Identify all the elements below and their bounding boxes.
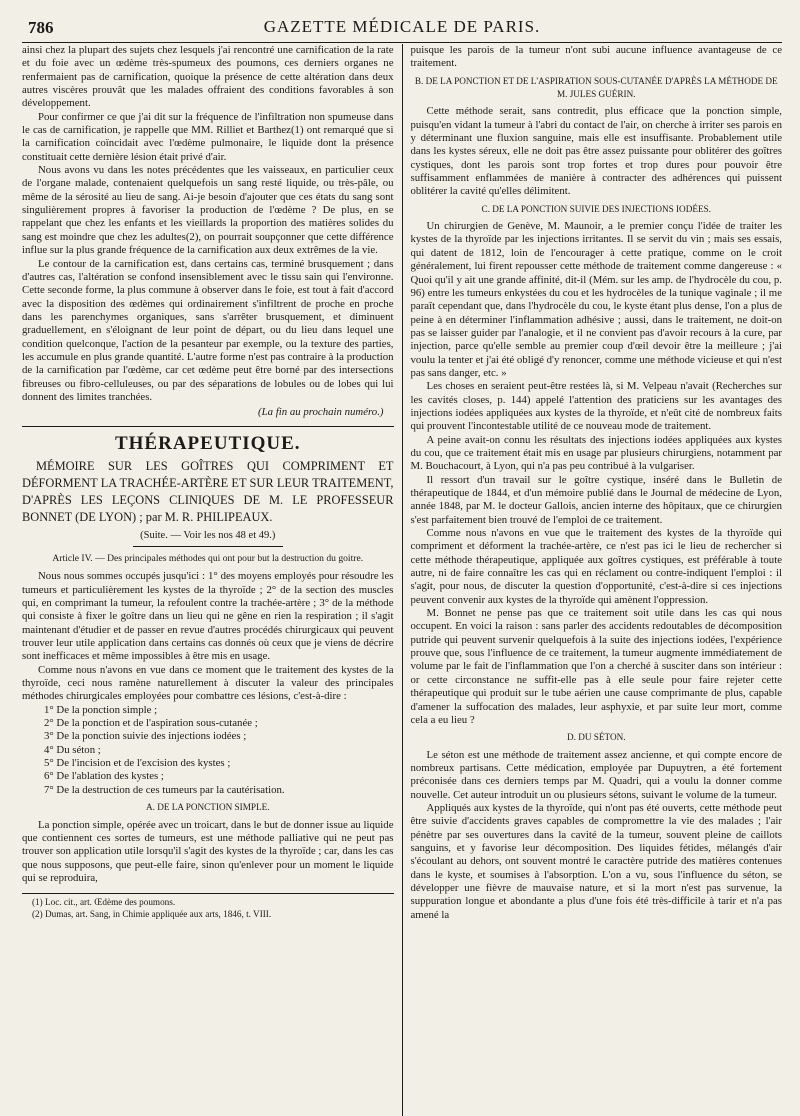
subsection-heading: C. DE LA PONCTION SUIVIE DES INJECTIONS IODÉES.	[481, 203, 711, 214]
list-item: 4° Du séton ;	[44, 743, 101, 756]
article-heading: Article IV. — Des principales méthodes qui ont pour but la destruction du goitre.	[52, 553, 364, 565]
memoir-title: MÉMOIRE SUR LES GOÎTRES QUI COMPRIMENT ET DÉFORMENT LA TRACHÉE-ARTÈRE ET SUR LEUR TRAITEMENT, D'APRÈS LES LEÇONS CLINIQUES DE M. LE PROFESSEUR BONNET (DE LYON) ; par M. R. PHILIPEAUX.	[22, 458, 394, 524]
paragraph: Appliqués aux kystes de la thyroïde, qui n'ont pas été ouverts, cette méthode peut être suivie d'accidents graves capables de compromettre la vie des malades ; l'air pénètre par ses ouvertures dans la cavité de la tumeur, souvent pleine de caillots sanguins, et y favorise leur décomposition. Des liquides fétides, mélangés d'air s'écoulant au dehors, ont souvent montré le caractère putride des matières contenues dans le kyste, et soumises à l'absorption. L'on a vu, sous l'influence du séton, se développer une fièvre de mauvaise nature, et si la mort n'est pas survenue, la suppuration longue et abondante a plus d'une fois été très-difficile à tarir et n'a pas amené la	[410, 801, 782, 921]
list-item: 2° De la ponction et de l'aspiration sous-cutanée ;	[44, 717, 258, 730]
paragraph: A peine avait-on connu les résultats des injections iodées appliquées aux kystes du cou, que ce traitement était mis en usage par plusieurs chirurgiens, notamment par M. Bouchacourt, à Lyon, qui n'a pas peu contribué à la vulgariser.	[410, 433, 782, 473]
right-column	[402, 44, 783, 1116]
paragraph: Nous avons vu dans les notes précédentes que les vaisseaux, en particulier ceux de l'organe malade, contenaient quelquefois un sang resté liquide, ou très-pâle, ou même de la sérosité au lieu de sang. Ai-je besoin d'ajouter que ces états du sang sont singulièrement propres à favoriser la production de l'œdème ? De plus, en se rappelant que chez les enfants et les vieillards la proportion des matières solides du sang est moindre que chez les adultes(2), on pourrait soupçonner que cette différence influe sur la plus grande fréquence de la carnification aux deux extrêmes de la vie.	[22, 164, 394, 257]
suite-note: (Suite. — Voir les nos 48 et 49.)	[140, 529, 276, 541]
list-item: 3° De la ponction suivie des injections iodées ;	[44, 730, 247, 743]
paragraph: Nous nous sommes occupés jusqu'ici : 1° des moyens employés pour résoudre les tumeurs et particulièrement les kystes de la thyroïde ; 2° de la section des muscles qui, en comprimant la tumeur, la refoulent contre la trachée-artère ; 3° de la méthode qui consiste à fixer le goître dans un lieu qui ne gêne en rien la respiration ; il s'agit maintenant d'étudier et de passer en revue d'autres procédés chirurgicaux qui peuvent trouver leur utile application dans certains cas donnés où ceux que je viens de décrire sont inefficaces et même impossibles à être mis en usage.	[22, 570, 394, 663]
left-column	[22, 44, 402, 1116]
section-title: THÉRAPEUTIQUE.	[114, 432, 301, 454]
short-divider	[133, 546, 283, 547]
paragraph: Comme nous n'avons en vue que le traitement des kystes de la thyroïde qui compriment et déforment la trachée-artère, ce n'est pas ici le lieu de rechercher si cette méthode thérapeutique, appliquée aux goîtres cystiques, est préférable à toute autre, ni de faire connaître les cas qui en réclament ou contre-indiquent l'emploi : il s'agit, pour nous, de discuter la question d'opportunité, c'est-à-dire si ces injections peuvent convenir aux kystes de la thyroïde qui amènent l'oppression.	[410, 527, 782, 606]
section-divider	[22, 426, 394, 427]
footnotes	[22, 893, 394, 920]
continuation-note: (La fin au prochain numéro.)	[258, 406, 384, 419]
subsection-heading: D. DU SÉTON.	[566, 732, 626, 743]
paragraph: Un chirurgien de Genève, M. Maunoir, a le premier conçu l'idée de traiter les kystes de la thyroïde par les injections irritantes. Il se servit du vin ; mais ses essais, qui datent de 1812, loin de l'encourager à cette pratique, comme on le croit généralement, lui firent repousser cette méthode de traitement comme dangereuse : « Quoi qu'il y ait une grande affinité, dit-il (Mém. sur les amp. de l'hydrocèle du cou, p. 96) entre les tumeurs enkystées du cou et les hydrocèles de la tunique vaginale ; il me paraît cependant que, dans l'hydrocèle du cou, le kyste étant plus dense, l'on a plus de peine à en déterminer l'inflammation adhésive ; aussi, dans le traitement, ne doit-on pas se laisser guider par l'analogie, et il ne convient pas d'avoir recours à la cure, par injection, parce qu'elle semble au premier coup d'œil devoir être la meilleure ; j'ai voulu la tenter et j'ai été obligé d'y renoncer, comme une méthode vicieuse et qui n'est pas sans danger, etc. »	[410, 220, 782, 379]
page-number: 786	[28, 18, 54, 37]
paragraph: M. Bonnet ne pense pas que ce traitement soit utile dans les cas qui nous occupent. En voici la raison : sans parler des accidents redoutables de décomposition putride qui peuvent survenir quelquefois à la suite des injections iodées, l'expérience prouve que, sous l'influence de ce traitement, la tumeur augmente immédiatement de volume par le fait de l'inflammation que l'on a cherché à susciter dans son intérieur : or cette circonstance ne suffit-elle pas à elle seule pour faire rejeter cette thérapeutique qui produit sur le tube aérien une cause comprimante de plus, capable d'amener la suffocation des malades, leur asphyxie, et par suite leur mort, comme cela a eu lieu ?	[410, 607, 782, 726]
text-columns	[22, 44, 782, 1116]
journal-title: GAZETTE MÉDICALE DE PARIS.	[263, 17, 541, 36]
paragraph: Comme nous n'avons en vue dans ce moment que le traitement des kystes de la thyroïde, ceci nous ramène naturellement à discuter la valeur des principales méthodes chirurgicales employées pour combattre ces lésions, c'est-à-dire :	[22, 663, 394, 703]
paragraph: Les choses en seraient peut-être restées là, si M. Velpeau n'avait (Recherches sur les cavités closes, p. 144) appelé l'attention des praticiens sur les avantages des injections iodées appliquées aux kystes de la thyroïde, et n'eût cité de nombreux faits qui prouvent l'incontestable utilité de ce nouveau mode de traitement.	[410, 380, 782, 433]
paragraph: La ponction simple, opérée avec un troicart, dans le but de donner issue au liquide que contiennent ces sortes de tumeurs, est une méthode palliative qui ne peut pas trouver son application utile lorsqu'il s'agit des kystes de la thyroïde ; car, dans les cas que nous supposons, que peut-elle faire, sinon qu'enlever pour un moment le liquide qui se reproduira,	[22, 818, 394, 884]
paragraph: ainsi chez la plupart des sujets chez lesquels j'ai rencontré une carnification de la rate et du foie avec un œdème très-spumeux des poumons, ces derniers organes ne renfermaient pas de carnification, quoique la présence de cette altération dans deux autres viscères prouvât que les malades offraient des conditions favorables à son développement.	[22, 44, 394, 110]
paragraph: puisque les parois de la tumeur n'ont subi aucune influence avantageuse de ce traitement.	[410, 44, 782, 70]
list-item: 6° De l'ablation des kystes ;	[44, 770, 164, 783]
subsection-heading: B. DE LA PONCTION ET DE L'ASPIRATION SOUS-CUTANÉE D'APRÈS LA MÉTHODE DE M. JULES GUÉRIN.	[414, 75, 778, 100]
list-item: 1° De la ponction simple ;	[44, 703, 158, 716]
subsection-heading: A. DE LA PONCTION SIMPLE.	[145, 802, 270, 813]
paragraph: Le séton est une méthode de traitement assez ancienne, et qui compte encore de nombreux partisans. Cette médication, employée par Dupuytren, a été fortement préconisée dans ces derniers temps par M. Quadri, qui a voulu la donner comme nouvelle. Cet auteur introduit un ou plusieurs sétons, suivant le volume de la tumeur.	[410, 748, 782, 801]
list-item: 5° De l'incision et de l'excision des kystes ;	[44, 757, 231, 770]
footnote: (1) Loc. cit., art. Œdème des poumons.	[32, 897, 176, 908]
page-header	[22, 16, 782, 43]
paragraph: Pour confirmer ce que j'ai dit sur la fréquence de l'infiltration non spumeuse dans le cas de carnification, je rappelle que MM. Rilliet et Barthez(1) ont remarqué que si la carnification coïncidait avec l'œdème pulmonaire, le liquide dont la présence constituait cette dernière lésion était privé d'air.	[22, 110, 394, 163]
paragraph: Il ressort d'un travail sur le goître cystique, inséré dans le Bulletin de thérapeutique de 1844, et d'un mémoire publié dans le Journal de médecine de Lyon, année 1848, par M. le docteur Gallois, ancien interne des hôpitaux, que ce chirurgien s'est parfaitement bien trouvé de l'emploi de ce traitement.	[410, 473, 782, 526]
paragraph: Le contour de la carnification est, dans certains cas, terminé brusquement ; dans d'autres cas, l'altération se confond insensiblement avec le tissu sain qui l'environne. Cette seconde forme, la plus commune à observer dans le foie, est tout à fait d'accord avec la disposition des œdèmes qui ordinairement s'infiltrent de proche en proche dans les parenchymes organiques, sans s'arrêter brusquement, et diminuent graduellement, en s'éloignant de leur point de départ, ou du lieu dans lequel une condition quelconque, l'action de la pesanteur par exemple, ou la texture des parties, les accumule en plus grande quantité. L'autre forme n'est pas contraire à la production de la carnification par l'œdème, car cet œdème peut être borné par des intersections fibreuses ou fibro-celluleuses, ou par des séparations de lobules ou de lobes qui lui donnent des limites tranchées.	[22, 257, 394, 403]
methods-list	[22, 704, 394, 797]
paragraph: Cette méthode serait, sans contredit, plus efficace que la ponction simple, puisqu'en vidant la tumeur à l'abri du contact de l'air, on cherche à irriter ses parois en y déterminant une fluxion sanguine, mais elle est insuffisante. Probablement utile dans les kystes séreux, elle ne doit pas être assez puissante pour oblitérer des goîtres cystiques, dont les parois sont trop fortes et trop dures pour pouvoir être suffisamment enflammées de manière à contracter des adhérences qui puissent oblitérer la cavité qu'elles délimitent.	[410, 105, 782, 198]
footnote: (2) Dumas, art. Sang, in Chimie appliquée aux arts, 1846, t. VIII.	[32, 908, 272, 919]
list-item: 7° De la destruction de ces tumeurs par la cautérisation.	[44, 783, 285, 796]
